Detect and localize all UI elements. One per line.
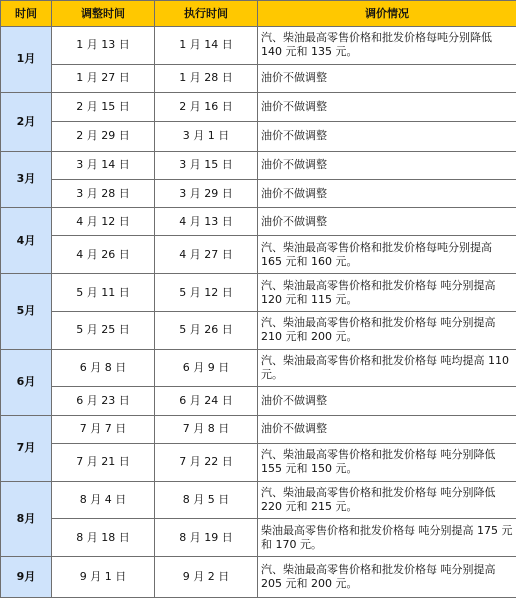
exec-date-cell: 4 月 13 日 bbox=[155, 208, 258, 236]
exec-date-cell: 4 月 27 日 bbox=[155, 236, 258, 274]
adjust-date-cell: 3 月 28 日 bbox=[52, 179, 155, 207]
description-cell: 油价不做调整 bbox=[258, 92, 516, 121]
exec-date-cell: 8 月 19 日 bbox=[155, 519, 258, 557]
table-row bbox=[1, 179, 516, 207]
header-exec-date: 执行时间 bbox=[155, 1, 258, 27]
table-row bbox=[1, 122, 516, 151]
description-cell: 柴油最高零售价格和批发价格每 吨分别提高 175 元和 170 元。 bbox=[258, 519, 516, 557]
description-cell: 油价不做调整 bbox=[258, 122, 516, 151]
exec-date-cell: 5 月 12 日 bbox=[155, 274, 258, 312]
description-cell: 汽、柴油最高零售价格和批发价格每 吨均提高 110 元。 bbox=[258, 349, 516, 387]
description-cell: 汽、柴油最高零售价格和批发价格每吨分别提高 165 元和 160 元。 bbox=[258, 236, 516, 274]
adjust-date-cell: 4 月 12 日 bbox=[52, 208, 155, 236]
header-row bbox=[1, 1, 516, 27]
month-cell: 1月 bbox=[1, 27, 52, 93]
table-row bbox=[1, 556, 516, 597]
table-row bbox=[1, 349, 516, 387]
exec-date-cell: 7 月 22 日 bbox=[155, 443, 258, 481]
description-cell: 油价不做调整 bbox=[258, 151, 516, 179]
description-cell: 汽、柴油最高零售价格和批发价格每 吨分别提高 205 元和 200 元。 bbox=[258, 556, 516, 597]
description-cell: 油价不做调整 bbox=[258, 387, 516, 415]
exec-date-cell: 9 月 2 日 bbox=[155, 556, 258, 597]
exec-date-cell: 3 月 1 日 bbox=[155, 122, 258, 151]
description-cell: 油价不做调整 bbox=[258, 415, 516, 443]
description-cell: 油价不做调整 bbox=[258, 64, 516, 92]
table-row bbox=[1, 481, 516, 519]
description-cell: 汽、柴油最高零售价格和批发价格每 吨分别降低 220 元和 215 元。 bbox=[258, 481, 516, 519]
description-cell: 汽、柴油最高零售价格和批发价格每 吨分别降低 155 元和 150 元。 bbox=[258, 443, 516, 481]
table-row bbox=[1, 274, 516, 312]
table-row bbox=[1, 311, 516, 349]
adjust-date-cell: 5 月 11 日 bbox=[52, 274, 155, 312]
exec-date-cell: 6 月 24 日 bbox=[155, 387, 258, 415]
month-cell: 6月 bbox=[1, 349, 52, 415]
adjust-date-cell: 4 月 26 日 bbox=[52, 236, 155, 274]
exec-date-cell: 2 月 16 日 bbox=[155, 92, 258, 121]
description-cell: 油价不做调整 bbox=[258, 179, 516, 207]
exec-date-cell: 3 月 29 日 bbox=[155, 179, 258, 207]
table-row bbox=[1, 27, 516, 65]
adjust-date-cell: 8 月 4 日 bbox=[52, 481, 155, 519]
table-row bbox=[1, 415, 516, 443]
month-cell: 8月 bbox=[1, 481, 52, 556]
description-cell: 汽、柴油最高零售价格和批发价格每吨分别降低 140 元和 135 元。 bbox=[258, 27, 516, 65]
month-cell: 9月 bbox=[1, 556, 52, 597]
exec-date-cell: 6 月 9 日 bbox=[155, 349, 258, 387]
exec-date-cell: 3 月 15 日 bbox=[155, 151, 258, 179]
adjust-date-cell: 8 月 18 日 bbox=[52, 519, 155, 557]
month-cell: 5月 bbox=[1, 274, 52, 349]
table-row bbox=[1, 519, 516, 557]
exec-date-cell: 1 月 14 日 bbox=[155, 27, 258, 65]
month-cell: 3月 bbox=[1, 151, 52, 208]
exec-date-cell: 7 月 8 日 bbox=[155, 415, 258, 443]
description-cell: 汽、柴油最高零售价格和批发价格每 吨分别提高 120 元和 115 元。 bbox=[258, 274, 516, 312]
exec-date-cell: 1 月 28 日 bbox=[155, 64, 258, 92]
adjust-date-cell: 9 月 1 日 bbox=[52, 556, 155, 597]
exec-date-cell: 8 月 5 日 bbox=[155, 481, 258, 519]
month-cell: 4月 bbox=[1, 208, 52, 274]
adjust-date-cell: 5 月 25 日 bbox=[52, 311, 155, 349]
header-description: 调价情况 bbox=[258, 1, 516, 27]
adjust-date-cell: 7 月 7 日 bbox=[52, 415, 155, 443]
month-cell: 2月 bbox=[1, 92, 52, 151]
table-row bbox=[1, 92, 516, 121]
adjust-date-cell: 7 月 21 日 bbox=[52, 443, 155, 481]
description-cell: 汽、柴油最高零售价格和批发价格每 吨分别提高 210 元和 200 元。 bbox=[258, 311, 516, 349]
table-row bbox=[1, 387, 516, 415]
table-row bbox=[1, 443, 516, 481]
adjust-date-cell: 3 月 14 日 bbox=[52, 151, 155, 179]
table-row bbox=[1, 208, 516, 236]
description-cell: 油价不做调整 bbox=[258, 208, 516, 236]
adjust-date-cell: 2 月 15 日 bbox=[52, 92, 155, 121]
header-adjust-date: 调整时间 bbox=[52, 1, 155, 27]
adjust-date-cell: 1 月 13 日 bbox=[52, 27, 155, 65]
table-row bbox=[1, 151, 516, 179]
table-row bbox=[1, 236, 516, 274]
month-cell: 7月 bbox=[1, 415, 52, 481]
adjust-date-cell: 2 月 29 日 bbox=[52, 122, 155, 151]
adjust-date-cell: 6 月 23 日 bbox=[52, 387, 155, 415]
header-month: 时间 bbox=[1, 1, 52, 27]
exec-date-cell: 5 月 26 日 bbox=[155, 311, 258, 349]
table-row bbox=[1, 64, 516, 92]
adjust-date-cell: 1 月 27 日 bbox=[52, 64, 155, 92]
adjust-date-cell: 6 月 8 日 bbox=[52, 349, 155, 387]
